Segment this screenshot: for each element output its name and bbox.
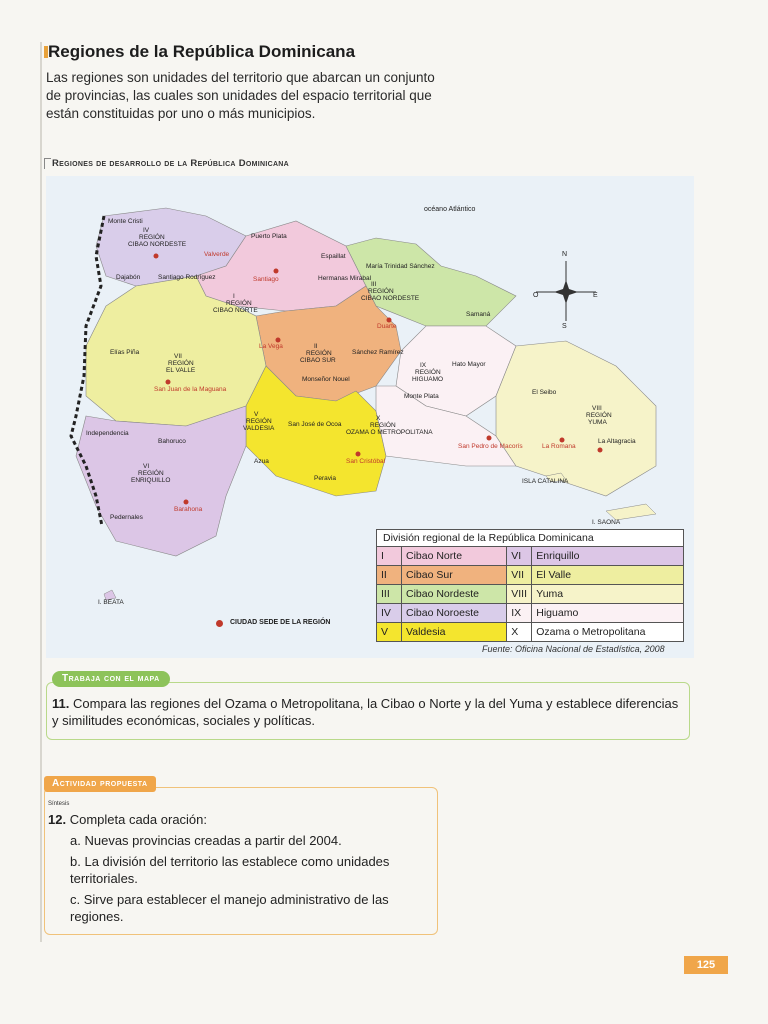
option-a: a. Nuevas provincias creadas a partir del 2004.: [70, 833, 342, 848]
province-label: San Pedro de Macorís: [458, 443, 523, 450]
question-12-number: 12.: [48, 812, 67, 827]
province-label: Monte Cristi: [108, 218, 143, 225]
province-label: Duarte: [377, 323, 397, 330]
province-label: Independencia: [86, 430, 129, 437]
seat-dot: [598, 448, 603, 453]
isla-saona-label: I. SAONA: [592, 519, 621, 526]
left-margin-rule: [40, 42, 42, 942]
province-label: Monte Plata: [404, 393, 439, 400]
question-11-number: 11.: [52, 696, 70, 711]
isla-beata-label: I. BEATA: [98, 599, 124, 606]
svg-text:HIGUAMO: HIGUAMO: [412, 376, 444, 383]
trabaja-tab: Trabaja con el mapa: [52, 671, 170, 687]
svg-text:X: X: [376, 415, 381, 422]
province-label: Espaillat: [321, 253, 346, 260]
svg-text:REGIÓN: REGIÓN: [139, 234, 165, 241]
province-label: Monseñor Nouel: [302, 376, 350, 383]
map-title: Regiones de desarrollo de la República Dominicana: [52, 158, 290, 169]
province-label: La Romana: [542, 443, 576, 450]
seat-dot: [166, 380, 171, 385]
sintesis-label: Síntesis: [48, 801, 70, 807]
svg-text:VIII: VIII: [592, 405, 602, 412]
svg-text:REGIÓN: REGIÓN: [138, 470, 164, 477]
question-11: [52, 695, 680, 729]
legend-table-title: División regional de la República Dominicana: [376, 529, 684, 546]
svg-text:REGIÓN: REGIÓN: [246, 418, 272, 425]
compass-s: S: [562, 323, 567, 330]
source-note: Fuente: Oficina Nacional de Estadística, 2008: [482, 644, 665, 654]
section-heading: Regiones de la República Dominicana: [48, 42, 356, 61]
question-11-text: Compara las regiones del Ozama o Metropolitana, la Cibao o Norte y la del Yuma y establece diferencias y similitudes económicas, sociales y políticas.: [52, 696, 679, 728]
intro-paragraph: Las regiones son unidades del territorio que abarcan un conjunto de provincias, las cuales son unidades del espacio territorial que están constituidas por uno o más municipios.: [46, 70, 435, 121]
province-label: Pedernales: [110, 514, 143, 521]
seat-dot: [356, 452, 361, 457]
legend-row: V Valdesia X Ozama o Metropolitana: [377, 623, 684, 642]
province-label: Puerto Plata: [251, 233, 287, 240]
svg-text:REGIÓN: REGIÓN: [370, 422, 396, 429]
province-label: San Juan de la Maguana: [154, 386, 227, 393]
svg-text:CIBAO SUR: CIBAO SUR: [300, 357, 336, 364]
svg-text:II: II: [314, 343, 318, 350]
legend-row: I Cibao Norte VI Enriquillo: [377, 547, 684, 566]
province-label: La Vega: [259, 343, 283, 350]
seat-legend-label: CIUDAD SEDE DE LA REGIÓN: [230, 619, 331, 626]
svg-text:REGIÓN: REGIÓN: [226, 300, 252, 307]
seat-dot: [184, 500, 189, 505]
province-label: San Cristóbal: [346, 458, 386, 465]
province-label: La Altagracia: [598, 438, 636, 445]
province-label: San José de Ocoa: [288, 421, 342, 428]
svg-text:CIBAO NORDESTE: CIBAO NORDESTE: [361, 295, 420, 302]
actividad-tab: Actividad propuesta: [44, 776, 156, 792]
legend-table: [376, 546, 684, 642]
svg-text:REGIÓN: REGIÓN: [415, 369, 441, 376]
compass-e: E: [593, 292, 598, 299]
province-label: Bahoruco: [158, 438, 186, 445]
legend-row: IV Cibao Noroeste IX Higuamo: [377, 604, 684, 623]
province-label: María Trinidad Sánchez: [366, 263, 435, 270]
province-label: Elías Piña: [110, 349, 140, 356]
map-title-bracket: [44, 158, 51, 169]
seat-dot: [487, 436, 492, 441]
province-label: Valverde: [204, 251, 230, 258]
province-label: Barahona: [174, 506, 203, 513]
seat-dot: [154, 254, 159, 259]
svg-text:REGIÓN: REGIÓN: [168, 360, 194, 367]
province-label: Santiago Rodríguez: [158, 274, 216, 281]
svg-text:VII: VII: [174, 353, 182, 360]
province-label: Peravia: [314, 475, 337, 482]
svg-text:VALDESIA: VALDESIA: [243, 425, 275, 432]
compass-n: N: [562, 251, 568, 258]
province-label: Azua: [254, 458, 269, 465]
svg-text:VI: VI: [143, 463, 150, 470]
svg-text:ENRIQUILLO: ENRIQUILLO: [131, 477, 171, 484]
svg-text:CIBAO NORTE: CIBAO NORTE: [213, 307, 258, 314]
svg-text:OZAMA O METROPOLITANA: OZAMA O METROPOLITANA: [346, 429, 433, 436]
svg-text:YUMA: YUMA: [588, 419, 607, 426]
question-12: [48, 812, 207, 827]
option-b: b. La división del territorio las establece como unidades territoriales.: [70, 854, 390, 886]
province-label: Dajabón: [116, 274, 141, 281]
svg-text:V: V: [254, 411, 259, 418]
seat-dot: [274, 269, 279, 274]
svg-text:IV: IV: [143, 227, 150, 234]
legend-row: II Cibao Sur VII El Valle: [377, 566, 684, 585]
seat-dot: [560, 438, 565, 443]
svg-text:REGIÓN: REGIÓN: [368, 288, 394, 295]
province-label: Hermanas Mirabal: [318, 275, 372, 282]
seat-dot: [387, 318, 392, 323]
svg-text:EL VALLE: EL VALLE: [166, 367, 196, 374]
isla-catalina-label: ISLA CATALINA: [522, 478, 569, 485]
seat-legend-dot: [216, 620, 223, 627]
province-label: Hato Mayor: [452, 361, 486, 368]
province-label: El Seibo: [532, 389, 557, 396]
svg-text:IX: IX: [420, 362, 427, 369]
svg-text:I: I: [233, 293, 235, 300]
page-number: 125: [684, 956, 728, 974]
svg-text:CIBAO NORDESTE: CIBAO NORDESTE: [128, 241, 187, 248]
svg-text:REGIÓN: REGIÓN: [306, 350, 332, 357]
province-label: Santiago: [253, 276, 279, 283]
ocean-label: océano Atlántico: [424, 206, 476, 213]
compass-o: O: [533, 292, 539, 299]
option-c: c. Sirve para establecer el manejo administrativo de las regiones.: [70, 892, 389, 924]
legend-row: III Cibao Nordeste VIII Yuma: [377, 585, 684, 604]
province-label: Samaná: [466, 311, 491, 318]
question-12-prompt: Completa cada oración:: [69, 812, 208, 827]
seat-dot: [276, 338, 281, 343]
svg-text:III: III: [371, 281, 377, 288]
province-label: Sánchez Ramírez: [352, 349, 404, 356]
svg-text:REGIÓN: REGIÓN: [586, 412, 612, 419]
